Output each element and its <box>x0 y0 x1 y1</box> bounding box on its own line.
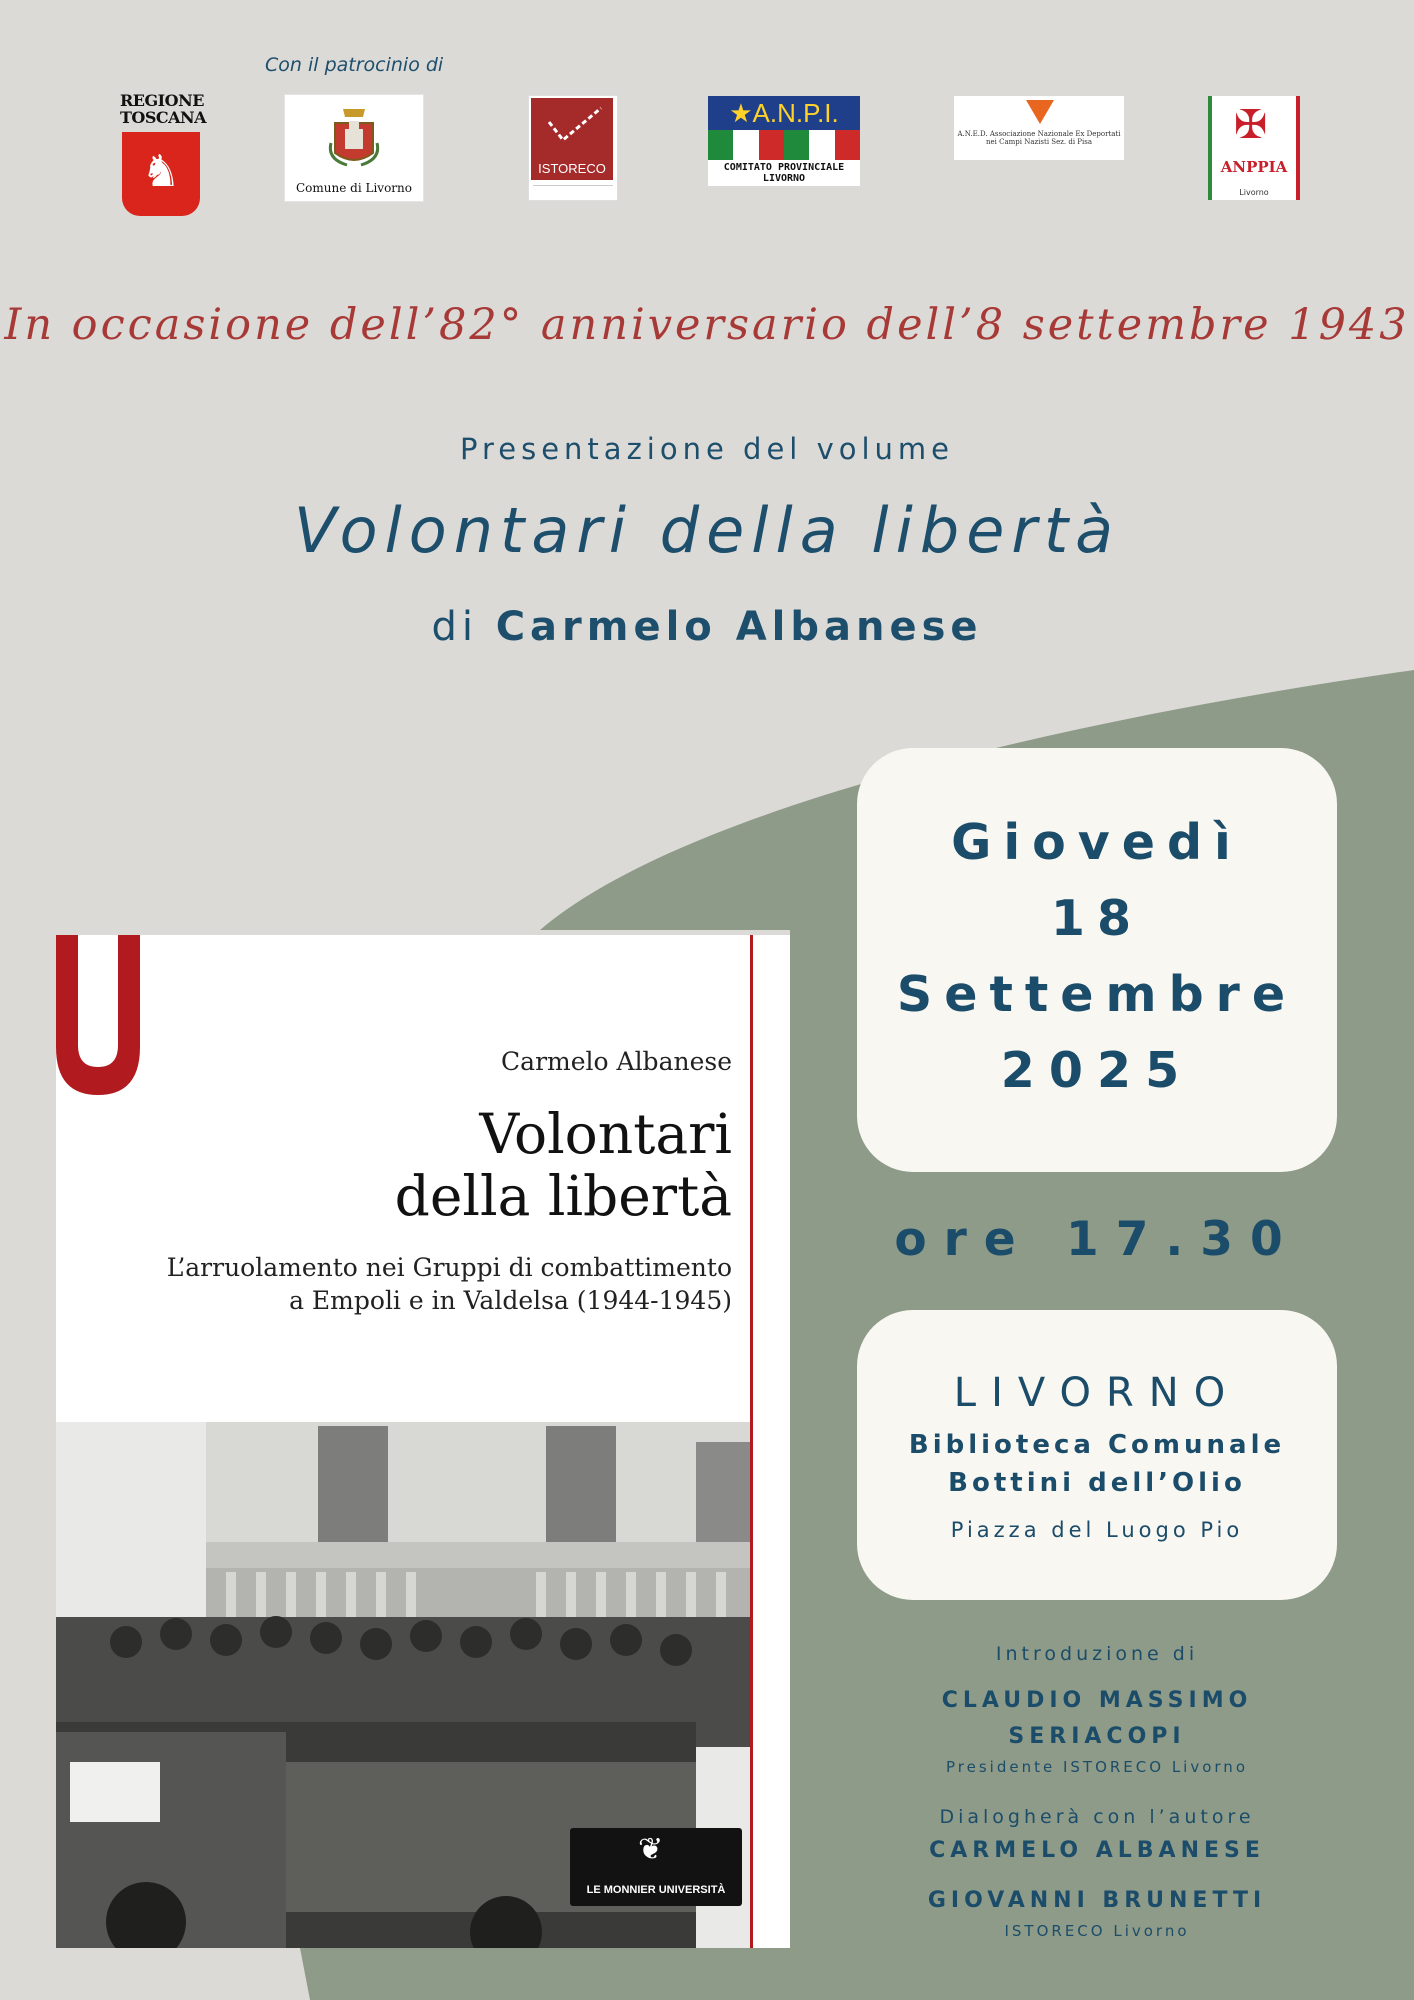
cover-subtitle-line1: L’arruolamento nei Gruppi di combattimento <box>166 1253 732 1282</box>
italian-flag-icon <box>708 130 860 160</box>
aned-logo <box>954 96 1124 160</box>
venue-name-line1: Biblioteca Comunale <box>908 1430 1286 1460</box>
anppia-logo <box>1208 96 1300 200</box>
aned-text: A.N.E.D. Associazione Nazionale Ex Deportati nei Campi Nazisti Sez. di Pisa <box>957 130 1121 146</box>
author-line <box>0 604 1414 650</box>
book-title: Volontari della libertà <box>293 494 1121 567</box>
intro-label: Introduzione di <box>995 1643 1199 1665</box>
cover-author: Carmelo Albanese <box>501 1047 732 1076</box>
publisher-badge <box>570 1828 742 1906</box>
castle-crest-icon <box>327 103 381 169</box>
cover-title-line2: della libertà <box>394 1164 732 1228</box>
author-prefix: di <box>431 604 478 650</box>
regione-toscana-text: REGIONE TOSCANA <box>120 91 207 127</box>
check-mark-icon <box>531 98 613 154</box>
date-weekday: Giovedì <box>951 814 1243 871</box>
istoreco-text: ISTORECO <box>538 161 606 176</box>
dialogue-label: Dialogherà con l’autore <box>939 1806 1255 1828</box>
anpi-subtitle: COMITATO PROVINCIALE LIVORNO <box>723 162 845 184</box>
venue-city: LIVORNO <box>953 1370 1241 1416</box>
star-icon: ★ <box>729 98 753 128</box>
anpi-text: A.N.P.I. <box>752 98 839 128</box>
venue-address: Piazza del Luogo Pio <box>950 1518 1244 1542</box>
presentation-label: Presentazione del volume <box>460 432 954 466</box>
istoreco-logo <box>528 95 618 201</box>
event-time: ore 17.30 <box>894 1212 1300 1267</box>
anpi-logo <box>708 96 860 186</box>
regione-toscana-logo <box>120 91 207 224</box>
u-logo-icon <box>56 935 140 1095</box>
dialogue-name1: CARMELO ALBANESE <box>929 1838 1265 1863</box>
anppia-city: Livorno <box>1239 188 1269 197</box>
venue-name-line2: Bottini dell’Olio <box>948 1468 1246 1498</box>
cover-subtitle <box>167 1251 732 1317</box>
comune-livorno-text: Comune di Livorno <box>296 181 412 195</box>
intro-name-line1: CLAUDIO MASSIMO <box>941 1688 1253 1713</box>
dialogue-name2: GIOVANNI BRUNETTI <box>927 1888 1267 1913</box>
cover-red-line <box>750 935 753 1948</box>
date-month: Settembre <box>896 966 1298 1023</box>
anppia-emblem-icon: ✠ <box>1234 102 1268 148</box>
date-box <box>857 748 1337 1172</box>
patronage-label: Con il patrocinio di <box>265 54 444 76</box>
date-day: 18 <box>1050 890 1144 947</box>
cover-title <box>395 1103 732 1227</box>
venue-box <box>857 1310 1337 1600</box>
publisher-name: LE MONNIER UNIVERSITÀ <box>586 1884 726 1896</box>
anniversary-heading: In occasione dell’82° anniversario dell’8 settembre 1943 <box>4 300 1410 350</box>
anppia-text: ANPPIA <box>1220 158 1288 176</box>
author-name: Carmelo Albanese <box>495 604 983 650</box>
comune-livorno-logo <box>284 94 424 202</box>
intro-role: Presidente ISTORECO Livorno <box>946 1758 1248 1776</box>
date-year: 2025 <box>1000 1042 1194 1099</box>
triangle-icon <box>1026 100 1054 124</box>
intro-name-line2: SERIACOPI <box>1008 1724 1186 1749</box>
dialogue-role2: ISTORECO Livorno <box>1004 1922 1190 1940</box>
publisher-emblem-icon: ❦ <box>638 1832 664 1867</box>
cover-title-line1: Volontari <box>479 1102 732 1166</box>
book-cover <box>56 935 790 1948</box>
cover-subtitle-line2: a Empoli e in Valdelsa (1944-1945) <box>289 1286 732 1315</box>
pegasus-shield-icon: ♞ <box>122 132 200 216</box>
